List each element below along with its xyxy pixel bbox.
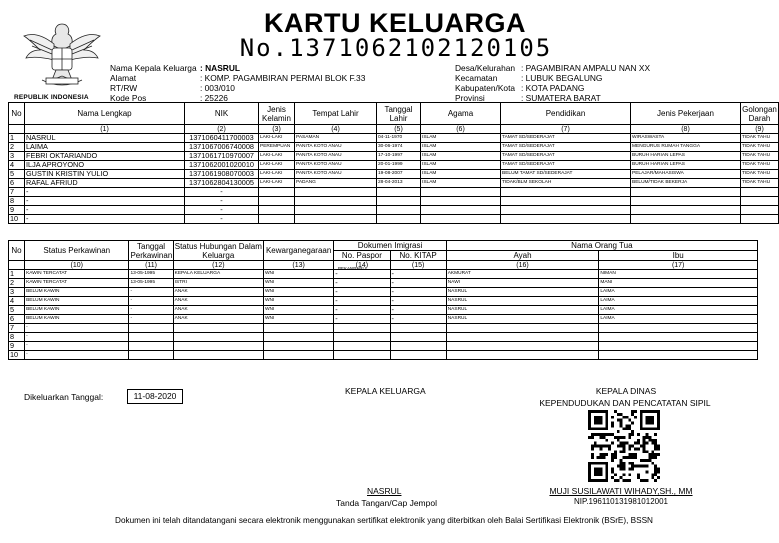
info-label: Alamat	[110, 73, 137, 83]
table-cell: -	[25, 188, 185, 197]
table-cell: -	[334, 315, 390, 324]
table-row	[9, 324, 758, 333]
table-cell: ISLAM	[421, 179, 501, 188]
col-number: (9)	[741, 125, 779, 134]
table-cell	[599, 333, 758, 342]
table-cell: PELAJAR/MAHASISWA	[631, 170, 741, 179]
table-cell: -	[25, 197, 185, 206]
table-row	[9, 342, 758, 351]
info-label: Desa/Kelurahan	[455, 63, 516, 73]
table-cell: 9	[9, 342, 25, 351]
table-cell: 8	[9, 333, 25, 342]
table-cell: GUSTIN KRISTIN YULIO	[25, 170, 185, 179]
col-number: (2)	[185, 125, 259, 134]
table-cell: NASRUL	[446, 288, 599, 297]
table-cell: 6	[9, 179, 25, 188]
table-cell: TIDAK TAHU	[741, 179, 779, 188]
table-cell: 7	[9, 188, 25, 197]
table-row	[9, 306, 758, 315]
table-cell	[334, 333, 390, 342]
table-row	[9, 134, 779, 143]
table-cell: -	[129, 315, 173, 324]
table-cell: LAIMA	[599, 315, 758, 324]
table-cell	[501, 197, 631, 206]
table-cell	[599, 351, 758, 360]
garuda-emblem-icon	[20, 14, 104, 94]
table-cell: WNI	[264, 306, 334, 315]
col-number: (11)	[129, 261, 173, 270]
table-cell: TAMAT SD/SEDERAJAT	[501, 143, 631, 152]
table-cell: NASRUL	[25, 134, 185, 143]
table-cell: -	[334, 279, 390, 288]
info-label: RT/RW	[110, 83, 138, 93]
col-header-nama: Nama Lengkap	[25, 103, 185, 125]
table-cell	[129, 333, 173, 342]
table-cell: 17-10-1997	[377, 152, 421, 161]
table-cell: -	[185, 197, 259, 206]
table-cell: LAKI-LAKI	[259, 152, 295, 161]
info-value: : NASRUL	[200, 63, 241, 73]
table-cell	[259, 197, 295, 206]
table-cell: 3	[9, 152, 25, 161]
table-cell	[599, 342, 758, 351]
table-cell: -	[334, 288, 390, 297]
table-cell: AKMURAT	[446, 270, 599, 279]
table-cell: 5	[9, 306, 25, 315]
table-cell	[264, 324, 334, 333]
table-cell	[264, 351, 334, 360]
table-cell: BELUM/TIDAK BEKERJA	[631, 179, 741, 188]
table-cell: LAIMA	[599, 288, 758, 297]
table-row	[9, 179, 779, 188]
table-cell: -	[185, 215, 259, 224]
table-cell	[501, 215, 631, 224]
table-cell: 30-06-1974	[377, 143, 421, 152]
col-number: (1)	[25, 125, 185, 134]
table-row	[9, 206, 779, 215]
info-label: Provinsi	[455, 93, 485, 103]
table-cell: -	[390, 315, 446, 324]
col-header-nama-orang-tua: Nama Orang Tua	[446, 241, 757, 251]
table-row	[9, 152, 779, 161]
col-header-status-perkawinan: Status Perkawinan	[25, 241, 129, 261]
dinas-title: KEPALA DINAS	[595, 386, 657, 396]
table-cell	[421, 188, 501, 197]
table-cell: 5	[9, 170, 25, 179]
col-header-dokumen-imigrasi: Dokumen Imigrasi	[334, 241, 446, 251]
table-cell: 28-04-2013	[377, 179, 421, 188]
table-cell: BELUM KAWIN	[25, 315, 129, 324]
table-cell	[264, 333, 334, 342]
table-cell: LAIMA	[599, 306, 758, 315]
table-cell	[264, 342, 334, 351]
table-cell: BURUH HARIAN LEPAS	[631, 161, 741, 170]
table-row	[9, 215, 779, 224]
issued-label: Dikeluarkan Tanggal:	[24, 392, 104, 402]
info-value: : KOTA PADANG	[521, 83, 585, 93]
info-value: : SUMATERA BARAT	[521, 93, 601, 103]
table-cell: -	[25, 324, 129, 333]
table-cell: ISLAM	[421, 143, 501, 152]
family-status-table	[8, 240, 758, 360]
col-number: (12)	[173, 261, 263, 270]
table-row	[9, 170, 779, 179]
table-cell: WNI	[264, 297, 334, 306]
table-cell: ISTRI	[173, 279, 263, 288]
table-cell: -	[129, 288, 173, 297]
table-row	[9, 351, 758, 360]
table-cell: BURUH HARIAN LEPAS	[631, 152, 741, 161]
table-row	[9, 188, 779, 197]
table-cell: PASAMAN	[295, 134, 377, 143]
info-value: : LUBUK BEGALUNG	[521, 73, 603, 83]
table-cell: LAKI-LAKI	[259, 161, 295, 170]
table-cell: FEBRI OKTARIANDO	[25, 152, 185, 161]
table-cell: ISLAM	[421, 134, 501, 143]
table-cell: 1371060411700003	[185, 134, 259, 143]
table-cell	[390, 342, 446, 351]
table-row	[9, 161, 779, 170]
table-cell	[259, 215, 295, 224]
table-cell: NASRUL	[446, 297, 599, 306]
table-cell	[173, 324, 263, 333]
table-cell	[377, 197, 421, 206]
table-cell	[377, 215, 421, 224]
table-cell: ANAK	[173, 315, 263, 324]
table-cell: 19-08-2007	[377, 170, 421, 179]
table-cell: WNI	[264, 279, 334, 288]
table-cell: TIDAK TAHU	[741, 134, 779, 143]
table-row	[9, 143, 779, 152]
col-header-tanggal-lahir: Tanggal Lahir	[377, 103, 421, 125]
issued-date: 11-08-2020	[127, 389, 183, 404]
table-cell: 04-11-1970	[377, 134, 421, 143]
table-cell	[377, 188, 421, 197]
table-cell: 13-05-1995	[129, 270, 173, 279]
household-info-left	[110, 63, 365, 103]
footer-note: Dokumen ini telah ditandatangani secara elektronik menggunakan sertifikat elektronik yang diterbitkan oleh Balai Sertifikasi Elektronik (BSrE), BSSN	[115, 516, 653, 525]
table-cell: NIMAN	[599, 270, 758, 279]
col-header-golongan-darah: Golongan Darah	[742, 104, 777, 123]
table-cell	[741, 215, 779, 224]
table-cell	[501, 188, 631, 197]
table-cell: 1371061710970007	[185, 152, 259, 161]
table-cell: 1371061908070003	[185, 170, 259, 179]
table-note: PEKANBARU	[338, 266, 366, 271]
table-cell: TAMAT SD/SEDERAJAT	[501, 161, 631, 170]
info-label: Kabupaten/Kota	[455, 83, 516, 93]
table-cell: PANITA KOTO ANAU	[295, 143, 377, 152]
table-cell	[295, 206, 377, 215]
official-name: MUJI SUSILAWATI WIHADY,SH., MM	[549, 486, 693, 496]
table-cell: ANAK	[173, 306, 263, 315]
col-header-tanggal-perkawinan: Tanggal Perkawinan	[130, 241, 173, 260]
table-row	[9, 333, 758, 342]
household-info-right	[455, 63, 650, 103]
table-cell: LAKI-LAKI	[259, 134, 295, 143]
col-header-paspor: No. Paspor	[334, 251, 390, 261]
col-header-nik: NIK	[185, 103, 259, 125]
table-cell: TIDAK TAHU	[741, 143, 779, 152]
table-cell	[631, 206, 741, 215]
table-cell: -	[25, 206, 185, 215]
table-cell: BELUM KAWIN	[25, 297, 129, 306]
table-row	[9, 270, 758, 279]
kepala-keluarga-label: KEPALA KELUARGA	[345, 386, 426, 396]
table-cell: -	[390, 297, 446, 306]
table-cell	[446, 351, 599, 360]
table-cell: -	[129, 306, 173, 315]
table-cell: NASRUL	[446, 315, 599, 324]
table-cell	[173, 342, 263, 351]
table-cell: KAWIN TERCATAT	[25, 279, 129, 288]
table-cell: LAKI-LAKI	[259, 170, 295, 179]
table-cell: PEREMPUAN	[259, 143, 295, 152]
table-cell: PANITA KOTO ANAU	[295, 170, 377, 179]
table-cell: NASRUL	[446, 306, 599, 315]
table-cell: ISLAM	[421, 161, 501, 170]
col-header-kewarganegaraan: Kewarganegaraan	[264, 241, 334, 261]
table-cell: 4	[9, 297, 25, 306]
table-cell: 1371067006740008	[185, 143, 259, 152]
table-cell	[259, 188, 295, 197]
table-cell: ISLAM	[421, 152, 501, 161]
table-cell	[173, 351, 263, 360]
table-cell: -	[129, 297, 173, 306]
family-members-table	[8, 102, 779, 224]
dinas-subtitle: KEPENDUDUKAN DAN PENCATATAN SIPIL	[539, 398, 711, 408]
info-label: Kecamatan	[455, 73, 498, 83]
table-cell	[295, 197, 377, 206]
table-cell: WNI	[264, 288, 334, 297]
table-cell: TIDAK TAHU	[741, 170, 779, 179]
col-number: (14)	[334, 261, 390, 270]
table-cell: -	[25, 333, 129, 342]
table-cell: PADANG	[295, 179, 377, 188]
table-cell	[599, 324, 758, 333]
table-cell: -	[334, 297, 390, 306]
table-cell: 13-05-1995	[129, 279, 173, 288]
table-cell: KAWIN TERCATAT	[25, 270, 129, 279]
col-number: (10)	[25, 261, 129, 270]
table-cell: 1371062804130005	[185, 179, 259, 188]
table-cell	[421, 215, 501, 224]
document-number: No.1371062102120105	[239, 34, 553, 62]
col-header-ibu: Ibu	[599, 251, 758, 261]
table-cell: -	[390, 270, 446, 279]
col-header-no: No	[9, 103, 25, 125]
table-cell: MENGURUS RUMAH TANGGA	[631, 143, 741, 152]
table-cell: WNI	[264, 315, 334, 324]
table-cell: 4	[9, 161, 25, 170]
col-header-tempat-lahir: Tempat Lahir	[295, 103, 377, 125]
table-cell	[334, 342, 390, 351]
col-number: (5)	[377, 125, 421, 134]
table-cell: 1	[9, 270, 25, 279]
table-cell: BELUM TAMAT SD/SEDERAJAT	[501, 170, 631, 179]
emblem-caption: REPUBLIK INDONESIA	[14, 94, 89, 101]
table-cell	[390, 351, 446, 360]
col-header-status-hubungan: Status Hubungan Dalam Keluarga	[174, 241, 262, 260]
col-number: (8)	[631, 125, 741, 134]
table-cell	[446, 324, 599, 333]
table-row	[9, 197, 779, 206]
table-cell	[259, 206, 295, 215]
table-cell: ILJA APROYONO	[25, 161, 185, 170]
col-header-jenis-kelamin: Jenis Kelamin	[259, 103, 295, 125]
table-cell: TIDAK/BLM SEKOLAH	[501, 179, 631, 188]
table-cell	[741, 188, 779, 197]
table-cell	[631, 215, 741, 224]
table-cell: PANITA KOTO ANAU	[295, 152, 377, 161]
col-header-kitap: No. KITAP	[390, 251, 446, 261]
table-cell: -	[334, 270, 390, 279]
head-of-family-name: NASRUL	[367, 486, 402, 496]
table-cell: 10	[9, 215, 25, 224]
col-header-agama: Agama	[421, 103, 501, 125]
table-cell: LAKI-LAKI	[259, 179, 295, 188]
qr-code-icon	[588, 410, 660, 482]
table-cell: LAIMA	[25, 143, 185, 152]
table-cell	[129, 342, 173, 351]
info-label: Nama Kepala Keluarga	[110, 63, 197, 73]
table-cell: -	[25, 342, 129, 351]
table-cell	[421, 206, 501, 215]
table-cell	[741, 197, 779, 206]
table-cell: TIDAK TAHU	[741, 161, 779, 170]
table-cell: BELUM KAWIN	[25, 288, 129, 297]
table-cell	[295, 188, 377, 197]
table-cell: 7	[9, 324, 25, 333]
table-cell	[173, 333, 263, 342]
table-cell: 10	[9, 351, 25, 360]
table-cell: TAMAT SD/SEDERAJAT	[501, 152, 631, 161]
signature-caption: Tanda Tangan/Cap Jempol	[336, 498, 437, 508]
table-cell	[631, 197, 741, 206]
table-cell: KEPALA KELUARGA	[173, 270, 263, 279]
table-cell: -	[334, 306, 390, 315]
table-cell: 2	[9, 279, 25, 288]
table-row	[9, 297, 758, 306]
col-header-pendidikan: Pendidikan	[501, 103, 631, 125]
table-cell: MANI	[599, 279, 758, 288]
table-cell	[390, 333, 446, 342]
table-cell: 20-01-1999	[377, 161, 421, 170]
table-cell: -	[390, 306, 446, 315]
table-cell	[295, 215, 377, 224]
table-cell: 2	[9, 143, 25, 152]
table-cell	[631, 188, 741, 197]
info-value: : 003/010	[200, 83, 235, 93]
table-cell: 9	[9, 206, 25, 215]
col-number: (13)	[264, 261, 334, 270]
table-cell	[129, 324, 173, 333]
table-cell: RAFAL AFRIUD	[25, 179, 185, 188]
table-cell: 8	[9, 197, 25, 206]
table-cell: 6	[9, 315, 25, 324]
table-cell: LAIMA	[599, 297, 758, 306]
table-cell: 1	[9, 134, 25, 143]
info-value: : PAGAMBIRAN AMPALU NAN XX	[521, 63, 651, 73]
table-cell: NAWI	[446, 279, 599, 288]
table-cell: 3	[9, 288, 25, 297]
table-cell	[741, 206, 779, 215]
document-title: KARTU KELUARGA	[264, 8, 526, 38]
info-value: : 25226	[200, 93, 228, 103]
table-cell	[501, 206, 631, 215]
table-cell: -	[185, 188, 259, 197]
col-number: (17)	[599, 261, 758, 270]
table-row	[9, 315, 758, 324]
col-number: (16)	[446, 261, 599, 270]
col-header-no: No	[9, 241, 25, 261]
table-row	[9, 288, 758, 297]
table-cell: -	[185, 206, 259, 215]
table-cell: TIDAK TAHU	[741, 152, 779, 161]
table-cell	[334, 324, 390, 333]
col-number: (4)	[295, 125, 377, 134]
table-cell: PANITA KOTO ANAU	[295, 161, 377, 170]
table-cell: BELUM KAWIN	[25, 306, 129, 315]
table-cell	[129, 351, 173, 360]
table-cell	[446, 342, 599, 351]
table-cell: -	[390, 288, 446, 297]
table-cell: 1371062001020010	[185, 161, 259, 170]
info-label: Kode Pos	[110, 93, 147, 103]
table-cell: WNI	[264, 270, 334, 279]
col-header-pekerjaan: Jenis Pekerjaan	[631, 103, 741, 125]
col-number: (6)	[421, 125, 501, 134]
col-header-ayah: Ayah	[446, 251, 599, 261]
info-value: : KOMP. PAGAMBIRAN PERMAI BLOK F.33	[200, 73, 366, 83]
table-cell: -	[390, 279, 446, 288]
table-cell	[390, 324, 446, 333]
table-cell: WIRASWASTA	[631, 134, 741, 143]
official-nip: NIP.196110131981012001	[573, 497, 669, 506]
col-number: (15)	[390, 261, 446, 270]
table-cell: -	[25, 215, 185, 224]
table-cell	[377, 206, 421, 215]
col-number: (3)	[259, 125, 295, 134]
table-cell	[421, 197, 501, 206]
table-cell	[446, 333, 599, 342]
table-cell: -	[25, 351, 129, 360]
table-cell: ANAK	[173, 288, 263, 297]
table-cell: TAMAT SD/SEDERAJAT	[501, 134, 631, 143]
table-cell: ISLAM	[421, 170, 501, 179]
col-number: (7)	[501, 125, 631, 134]
table-row	[9, 279, 758, 288]
table-cell: ANAK	[173, 297, 263, 306]
table-cell	[334, 351, 390, 360]
